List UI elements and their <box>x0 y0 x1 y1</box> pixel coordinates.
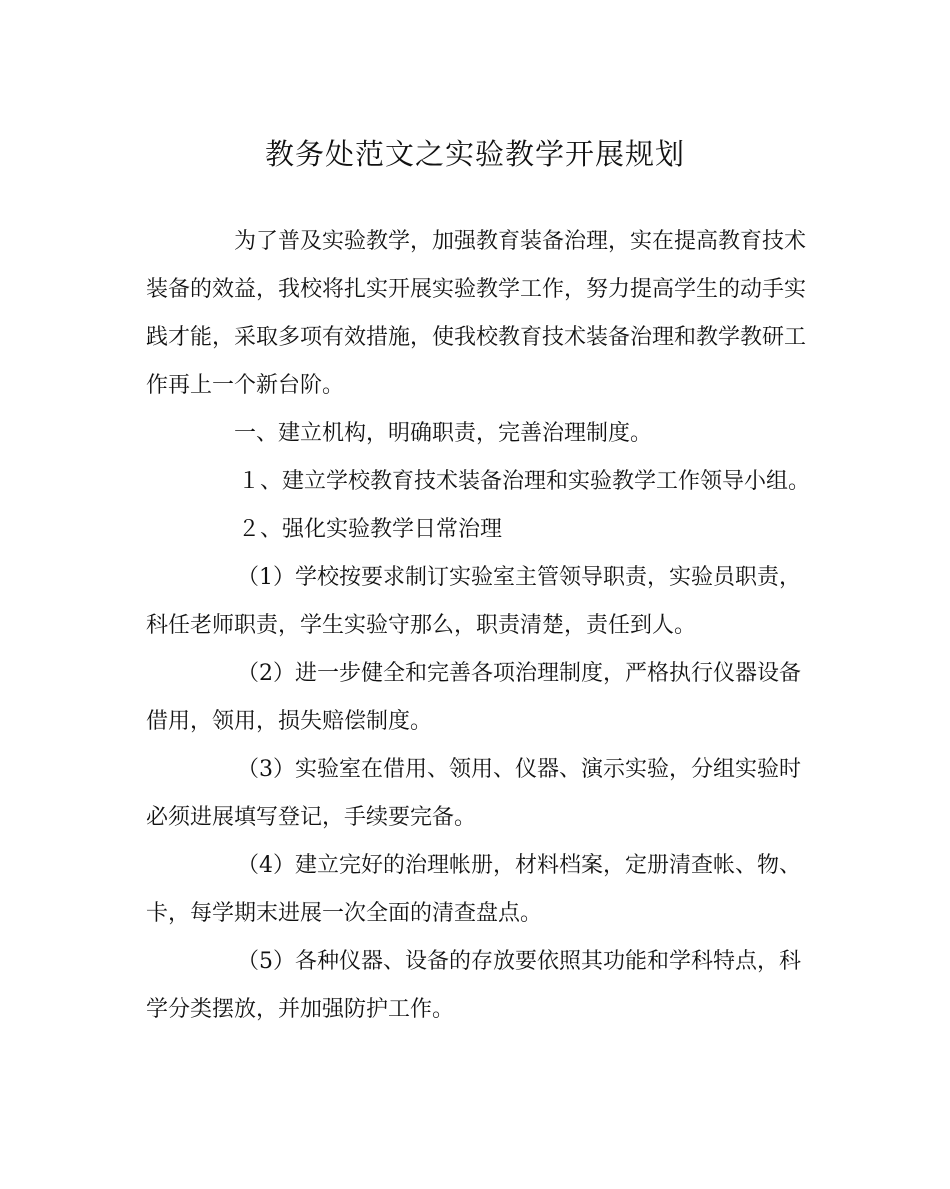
section-heading-1: 一、建立机构，明确职责，完善治理制度。 <box>234 421 653 446</box>
subitem-4-line-2: 卡，每学期末进展一次全面的清查盘点。 <box>146 901 543 926</box>
paragraph-line-4: 作再上一个新台阶。 <box>146 373 345 398</box>
subitem-2-line-1: （2）进一步健全和完善各项治理制度，严格执行仪器设备 <box>237 661 801 686</box>
subitem-4-line-1: （4）建立完好的治理帐册，材料档案，定册清查帐、物、 <box>237 853 801 878</box>
subitem-3-line-1: （3）实验室在借用、领用、仪器、演示实验，分组实验时 <box>237 757 801 782</box>
item-1: １、建立学校教育技术装备治理和实验教学工作领导小组。 <box>238 469 811 494</box>
document-body <box>146 218 811 1034</box>
paragraph-line-1: 为了普及实验教学，加强教育装备治理，实在提高教育技术 <box>234 229 807 254</box>
item-2: ２、强化实验教学日常治理 <box>238 517 503 542</box>
subitem-1-line-1: （1）学校按要求制订实验室主管领导职责，实验员职责， <box>237 565 801 590</box>
subitem-3-line-2: 必须进展填写登记，手续要完备。 <box>146 805 477 830</box>
paragraph-line-2: 装备的效益，我校将扎实开展实验教学工作，努力提高学生的动手实 <box>146 277 807 302</box>
paragraph-line-3: 践才能，采取多项有效措施，使我校教育技术装备治理和教学教研工 <box>146 325 807 350</box>
subitem-1-line-2: 科任老师职责，学生实验守那么，职责清楚，责任到人。 <box>146 613 697 638</box>
document-title: 教务处范文之实验教学开展规划 <box>264 137 685 171</box>
subitem-5-line-2: 学分类摆放，并加强防护工作。 <box>146 997 455 1022</box>
subitem-2-line-2: 借用，领用，损失赔偿制度。 <box>146 709 433 734</box>
subitem-5-line-1: （5）各种仪器、设备的存放要依照其功能和学科特点，科 <box>237 949 801 974</box>
